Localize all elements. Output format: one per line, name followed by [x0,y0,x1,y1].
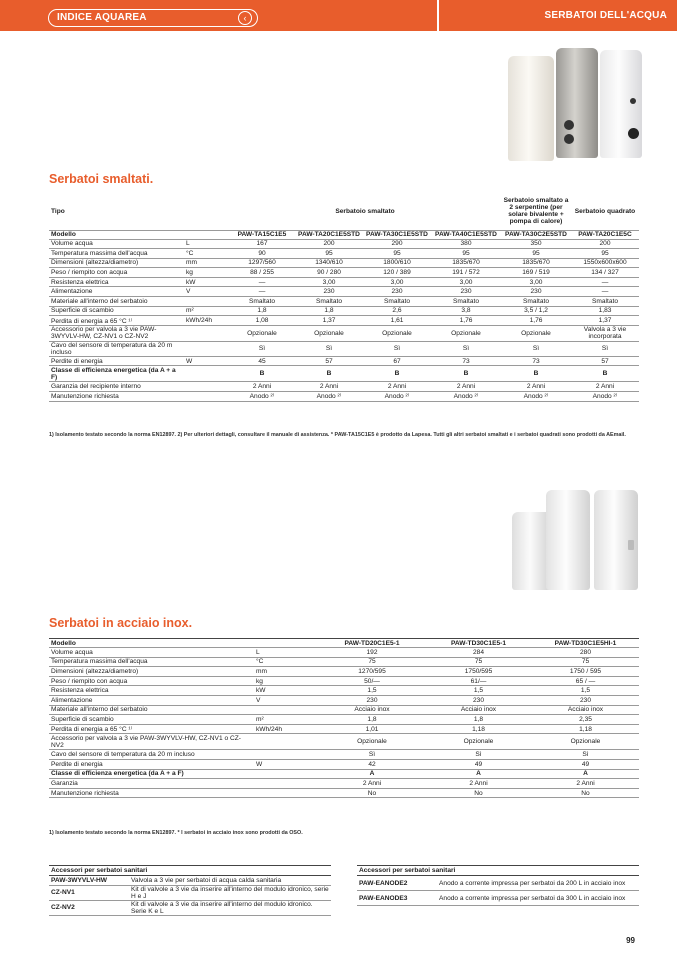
spec-value: 1,18 [532,724,639,734]
spec-row [49,769,639,779]
spec-value: Opzionale [425,734,532,750]
spec-value: 73 [501,356,571,366]
spec-value: 1,08 [229,316,295,326]
accessory-description: Anodo a corrente impressa per serbatoi da 300 L in acciaio inox [437,891,639,906]
spec-row [49,258,639,268]
spec-unit: °C [184,249,229,259]
spec-row [49,676,639,686]
spec-unit: W [184,356,229,366]
accessory-description: Valvola a 3 vie per serbatoi di acqua calda sanitaria [129,876,331,886]
spec-value: Anodo ²⁾ [295,392,363,402]
spec-value: 230 [319,695,425,705]
spec-value: 1,5 [532,686,639,696]
spec-value: 1,8 [229,306,295,316]
inox-tall-tank-image [546,490,590,590]
spec-label: Perdite di energia [49,759,254,769]
spec-row [49,341,639,356]
spec-value: — [571,277,639,287]
white-tank-image [508,56,554,161]
inox-footnote: 1) Isolamento testato secondo la norma EN12897. * I serbatoi in acciaio inox sono prodotti da OSO. [49,830,303,836]
white-square-tank-image [600,50,642,158]
accessories-right-header [357,866,639,876]
header-bar-left [0,0,437,31]
spec-unit [254,769,319,779]
spec-value: 230 [295,287,363,297]
spec-value: — [229,287,295,297]
spec-value: 2 Anni [431,382,501,392]
spec-value: — [229,277,295,287]
spec-row [49,366,639,382]
spec-label: Classe di efficienza energetica (da A + a F) [49,769,254,779]
spec-row [49,239,639,249]
spec-unit [184,392,229,402]
spec-value: Anodo ²⁾ [431,392,501,402]
model-row [49,639,639,648]
spec-row [49,788,639,798]
accessories-right-table [357,865,639,906]
spec-value: 65 / — [532,676,639,686]
spec-unit [184,297,229,307]
spec-unit [254,779,319,789]
spec-row [49,779,639,789]
accessory-row [49,876,331,886]
spec-value: Sì [229,341,295,356]
spec-label: Volume acqua [49,239,184,249]
spec-row [49,306,639,316]
grey-tank-image [556,48,598,158]
spec-value: Opzionale [501,325,571,341]
spec-unit [254,734,319,750]
spec-value: 1297/560 [229,258,295,268]
spec-label: Cavo del sensore di temperatura da 20 m incluso [49,750,254,760]
spec-value: 3,8 [431,306,501,316]
spec-value: Sì [363,341,431,356]
spec-value: 2,35 [532,715,639,725]
spec-value: 3,00 [363,277,431,287]
spec-value: 57 [295,356,363,366]
spec-value: A [319,769,425,779]
model-name: PAW-TA30C1E5STD [363,230,431,239]
index-link[interactable] [48,9,258,27]
accessory-row [357,876,639,891]
spec-value: 95 [571,249,639,259]
spec-value: 95 [431,249,501,259]
spec-value: 1,01 [319,724,425,734]
spec-row [49,686,639,696]
spec-unit: kWh/24h [184,316,229,326]
spec-row [49,268,639,278]
chevron-left-icon: ‹ [238,11,252,25]
spec-value: 73 [431,356,501,366]
spec-row [49,297,639,307]
spec-label: Temperatura massima dell'acqua [49,657,254,667]
spec-value: 95 [295,249,363,259]
accessories-left-header [49,866,331,876]
spec-value: 75 [425,657,532,667]
index-link-label: INDICE AQUAREA [57,12,147,23]
spec-unit: W [254,759,319,769]
spec-value: Sì [425,750,532,760]
spec-label: Volume acqua [49,648,254,658]
spec-value: 284 [425,648,532,658]
spec-value: 120 / 389 [363,268,431,278]
spec-value: 49 [532,759,639,769]
spec-value: Smaltato [363,297,431,307]
spec-row [49,759,639,769]
spec-label: Alimentazione [49,287,184,297]
accessories-left-title: Accessori per serbatoi sanitari [49,866,331,876]
spec-value: A [532,769,639,779]
enamel-tanks-table [49,193,639,402]
spec-value: 90 / 280 [295,268,363,278]
square-group-header: Serbatoio quadrato [571,193,639,230]
spec-value: 42 [319,759,425,769]
spec-value: 230 [501,287,571,297]
spec-value: 134 / 327 [571,268,639,278]
spec-value: 95 [501,249,571,259]
spec-value: Sì [295,341,363,356]
spec-value: Acciaio inox [425,705,532,715]
spec-row [49,715,639,725]
spec-row [49,249,639,259]
spec-value: Acciaio inox [319,705,425,715]
spec-value: 61/— [425,676,532,686]
spec-value: 380 [431,239,501,249]
spec-label: Resistenza elettrica [49,686,254,696]
accessory-description: Kit di valvole a 3 vie da inserire all'interno del modulo idronico. Serie K e L [129,900,331,915]
spec-value: 1,5 [425,686,532,696]
spec-value: 1,61 [363,316,431,326]
spec-value: 2 Anni [319,779,425,789]
model-label: Modello [49,230,184,239]
inox-hi-tank-image [594,490,638,590]
spec-value: 230 [363,287,431,297]
spec-value: B [363,366,431,382]
spec-value: 200 [571,239,639,249]
spec-value: 350 [501,239,571,249]
spec-value: No [425,788,532,798]
spec-value: — [571,287,639,297]
spec-value: 3,00 [295,277,363,287]
enamel-section-title: Serbatoi smaltati. [49,172,154,186]
spec-value: B [229,366,295,382]
spec-value: 290 [363,239,431,249]
spec-label: Accessorio per valvola a 3 vie PAW-3WYVLV-HW, CZ-NV1 o CZ-NV2 [49,325,184,341]
accessories-left-table [49,865,331,916]
spec-value: Sì [501,341,571,356]
spec-value: 1,18 [425,724,532,734]
spec-value: 2 Anni [295,382,363,392]
spec-unit: L [254,648,319,658]
inox-tanks-table [49,638,639,798]
spec-label: Materiale all'interno del serbatoio [49,705,254,715]
inox-section-title: Serbatoi in acciaio inox. [49,616,193,630]
spec-label: Perdita di energia a 65 °C ¹⁾ [49,724,254,734]
model-name: PAW-TA30C2E5STD [501,230,571,239]
spec-row [49,705,639,715]
spec-value: 1340/610 [295,258,363,268]
spec-value: 88 / 255 [229,268,295,278]
spec-value: 2 Anni [229,382,295,392]
spec-value: 50/— [319,676,425,686]
spec-value: Opzionale [363,325,431,341]
spec-value: 75 [532,657,639,667]
spec-label: Dimensioni (altezza/diametro) [49,258,184,268]
spec-value: Acciaio inox [532,705,639,715]
accessory-code: CZ-NV2 [49,900,129,915]
spec-value: 1,8 [295,306,363,316]
spec-value: B [295,366,363,382]
spec-label: Peso / riempito con acqua [49,676,254,686]
spec-row [49,724,639,734]
spec-value: Smaltato [229,297,295,307]
type-label: Tipo [49,193,184,230]
spec-value: No [532,788,639,798]
model-name: PAW-TD30C1E5-1 [425,639,532,648]
spec-unit: °C [254,657,319,667]
spec-value: 169 / 519 [501,268,571,278]
model-name: PAW-TA20C1E5C [571,230,639,239]
spec-value: Anodo ²⁾ [571,392,639,402]
spec-value: 67 [363,356,431,366]
spec-value: 2 Anni [532,779,639,789]
spec-value: Opzionale [431,325,501,341]
spec-value: 1,8 [425,715,532,725]
section-heading: SERBATOI DELL'ACQUA [544,10,667,21]
spec-value: 1550x600x600 [571,258,639,268]
spec-value: 3,00 [501,277,571,287]
spec-unit: m² [254,715,319,725]
type-header-row [49,193,639,230]
accessory-code: CZ-NV1 [49,885,129,900]
spec-value: Sì [532,750,639,760]
spec-label: Materiale all'interno del serbatoio [49,297,184,307]
spec-row [49,750,639,760]
spec-unit [254,788,319,798]
accessory-code: PAW-EANODE2 [357,876,437,891]
spec-value: B [571,366,639,382]
spec-row [49,287,639,297]
spec-value: 200 [295,239,363,249]
spec-label: Alimentazione [49,695,254,705]
spec-value: 191 / 572 [431,268,501,278]
spec-unit [184,382,229,392]
spec-label: Temperatura massima dell'acqua [49,249,184,259]
spec-label: Garanzia [49,779,254,789]
spec-row [49,382,639,392]
spec-value: 2 Anni [425,779,532,789]
accessory-row [49,900,331,915]
spec-row [49,392,639,402]
spec-label: Perdite di energia [49,356,184,366]
spec-unit: kW [254,686,319,696]
accessory-code: PAW-3WYVLV-HW [49,876,129,886]
spec-row [49,657,639,667]
spec-label: Cavo del sensore di temperatura da 20 m incluso [49,341,184,356]
spec-value: 1,5 [319,686,425,696]
spec-label: Superficie di scambio [49,715,254,725]
header-bar-right [439,0,677,31]
spec-value: Sì [431,341,501,356]
spec-row [49,325,639,341]
accessory-row [357,891,639,906]
spec-value: 1,37 [571,316,639,326]
spec-label: Peso / riempito con acqua [49,268,184,278]
model-name: PAW-TA40C1E5STD [431,230,501,239]
spec-label: Manutenzione richiesta [49,788,254,798]
spec-value: 1,37 [295,316,363,326]
spec-row [49,648,639,658]
spec-value: 1835/670 [431,258,501,268]
spec-value: Anodo ²⁾ [229,392,295,402]
spec-unit: kg [254,676,319,686]
spec-label: Garanzia del recipiente interno [49,382,184,392]
spec-value: 1270/595 [319,667,425,677]
spec-value: Opzionale [295,325,363,341]
spec-value: 1,76 [431,316,501,326]
spec-row [49,695,639,705]
spec-value: Sì [319,750,425,760]
spec-value: Valvola a 3 vie incorporata [571,325,639,341]
enamel-footnote: 1) Isolamento testato secondo la norma EN12897. 2) Per ulteriori dettagli, consultare il manuale di assistenza. * PAW-TA15C1E5 è prodotto da Lapesa. Tutti gli altri serbatoi smaltati e i serbatoi quadrati sono prodotti da AEmail. [49,432,626,438]
spec-value: 1,8 [319,715,425,725]
spec-value: 95 [363,249,431,259]
spec-unit [184,341,229,356]
spec-value: 2 Anni [363,382,431,392]
spec-value: 45 [229,356,295,366]
spec-row [49,316,639,326]
spec-unit: V [254,695,319,705]
spec-value: Smaltato [501,297,571,307]
spec-unit [254,705,319,715]
model-label: Modello [49,639,254,648]
spec-value: 1,76 [501,316,571,326]
spec-row [49,277,639,287]
spec-value: B [501,366,571,382]
enamel-group-header: Serbatoio smaltato [229,193,501,230]
page-number: 99 [626,936,635,945]
spec-unit [184,366,229,382]
spec-value: 230 [532,695,639,705]
spec-value: Opzionale [319,734,425,750]
accessory-code: PAW-EANODE3 [357,891,437,906]
model-row [49,230,639,239]
spec-unit: mm [184,258,229,268]
spec-value: 3,00 [431,277,501,287]
two-coil-group-header: Serbatoio smaltato a 2 serpentine (per solare bivalente + pompa di calore) [501,193,571,230]
spec-value: Smaltato [571,297,639,307]
spec-unit [254,750,319,760]
spec-value: 1,83 [571,306,639,316]
spec-label: Classe di efficienza energetica (da A + a F) [49,366,184,382]
accessory-row [49,885,331,900]
spec-value: 230 [425,695,532,705]
accessories-right-title: Accessori per serbatoi sanitari [357,866,639,876]
spec-value: Smaltato [431,297,501,307]
spec-value: Smaltato [295,297,363,307]
spec-value: 280 [532,648,639,658]
spec-value: 57 [571,356,639,366]
spec-value: 1750/595 [425,667,532,677]
spec-row [49,356,639,366]
model-name: PAW-TD20C1E5-1 [319,639,425,648]
spec-label: Perdita di energia a 65 °C ¹⁾ [49,316,184,326]
spec-row [49,667,639,677]
spec-value: B [431,366,501,382]
spec-value: 75 [319,657,425,667]
spec-value: Opzionale [532,734,639,750]
spec-value: 1750 / 595 [532,667,639,677]
spec-value: A [425,769,532,779]
spec-value: 230 [431,287,501,297]
spec-row [49,734,639,750]
spec-value: 2 Anni [571,382,639,392]
spec-unit: m² [184,306,229,316]
spec-value: 90 [229,249,295,259]
spec-value: Sì [571,341,639,356]
spec-label: Resistenza elettrica [49,277,184,287]
spec-value: 3,5 / 1,2 [501,306,571,316]
spec-unit: L [184,239,229,249]
spec-value: No [319,788,425,798]
spec-unit: kW [184,277,229,287]
spec-value: 2,6 [363,306,431,316]
model-name: PAW-TA15C1E5 [229,230,295,239]
model-name: PAW-TD30C1E5HI-1 [532,639,639,648]
spec-unit: kWh/24h [254,724,319,734]
spec-unit: V [184,287,229,297]
spec-value: 192 [319,648,425,658]
spec-value: 2 Anni [501,382,571,392]
spec-value: 1800/610 [363,258,431,268]
spec-label: Manutenzione richiesta [49,392,184,402]
spec-unit [184,325,229,341]
spec-value: 49 [425,759,532,769]
accessory-description: Anodo a corrente impressa per serbatoi da 200 L in acciaio inox [437,876,639,891]
spec-label: Dimensioni (altezza/diametro) [49,667,254,677]
spec-value: 1835/670 [501,258,571,268]
spec-label: Superficie di scambio [49,306,184,316]
spec-value: Anodo ²⁾ [363,392,431,402]
accessory-description: Kit di valvole a 3 vie da inserire all'interno del modulo idronico, serie H e J [129,885,331,900]
spec-value: Opzionale [229,325,295,341]
spec-unit: kg [184,268,229,278]
model-name: PAW-TA20C1E5STD [295,230,363,239]
spec-value: 167 [229,239,295,249]
spec-label: Accessorio per valvola a 3 vie PAW-3WYVLV-HW, CZ-NV1 o CZ-NV2 [49,734,254,750]
spec-value: Anodo ²⁾ [501,392,571,402]
spec-unit: mm [254,667,319,677]
